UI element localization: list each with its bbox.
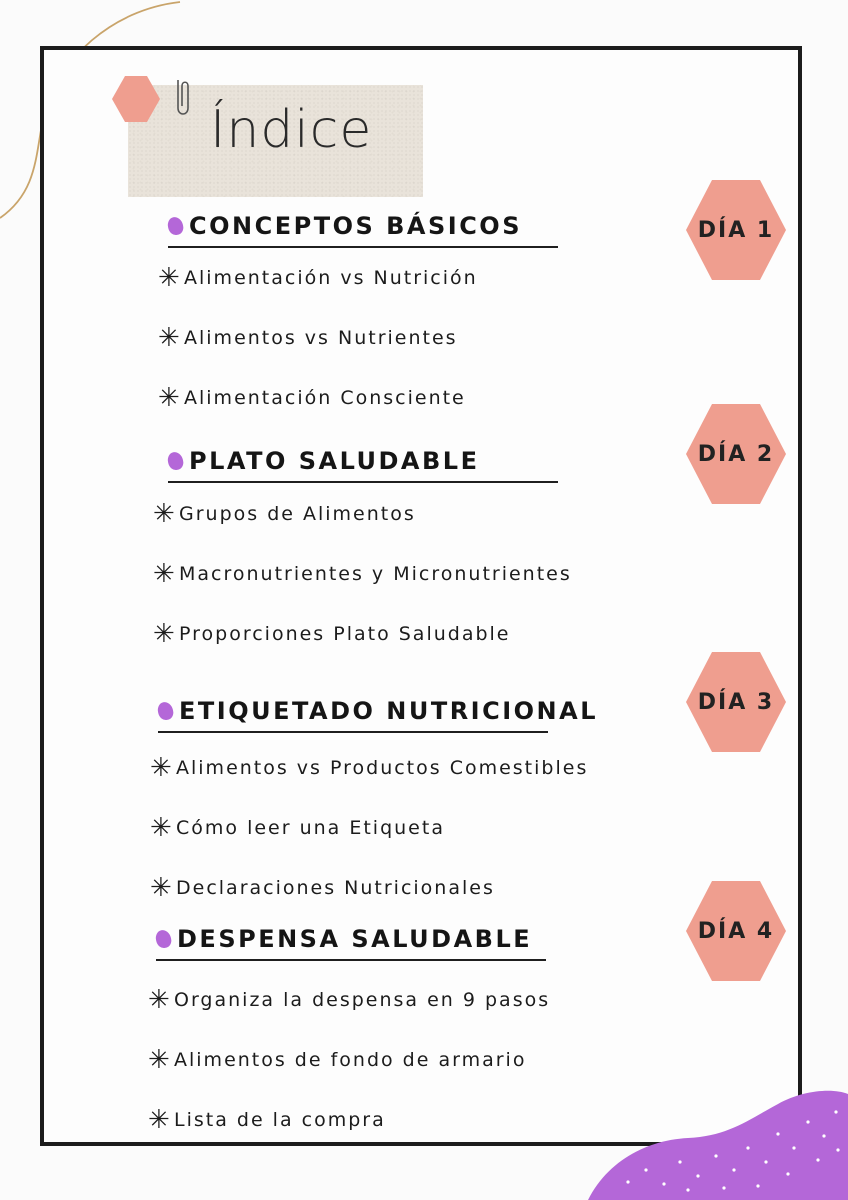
asterisk-icon: ✳ (158, 323, 182, 353)
day-badge-4: DÍA 4 (682, 877, 790, 985)
list-item: ✳ Organiza la despensa en 9 pasos (148, 985, 551, 1015)
page-title: Índice (210, 100, 373, 160)
asterisk-icon: ✳ (148, 985, 172, 1015)
asterisk-icon: ✳ (158, 263, 182, 293)
asterisk-icon: ✳ (150, 753, 174, 783)
asterisk-icon: ✳ (148, 1045, 172, 1075)
list-item: ✳ Alimentación vs Nutrición (158, 263, 478, 293)
title-hexagon-icon (111, 74, 161, 124)
list-item: ✳ Alimentación Consciente (158, 383, 466, 413)
list-item: ✳ Alimentos vs Productos Comestibles (150, 753, 589, 783)
section-heading-etiquetado: ETIQUETADO NUTRICIONAL (158, 697, 548, 733)
purple-dot-icon (166, 216, 184, 237)
list-item: ✳ Macronutrientes y Micronutrientes (153, 559, 572, 589)
list-item: ✳ Proporciones Plato Saludable (153, 619, 511, 649)
purple-dot-icon (154, 929, 172, 950)
day-badge-2: DÍA 2 (682, 400, 790, 508)
asterisk-icon: ✳ (158, 383, 182, 413)
asterisk-icon: ✳ (153, 619, 177, 649)
purple-dot-icon (156, 701, 174, 722)
asterisk-icon: ✳ (150, 873, 174, 903)
purple-dot-icon (166, 451, 184, 472)
list-item: ✳ Grupos de Alimentos (153, 499, 416, 529)
list-item: ✳ Alimentos vs Nutrientes (158, 323, 458, 353)
list-item: ✳ Lista de la compra (148, 1105, 386, 1135)
section-heading-despensa: DESPENSA SALUDABLE (156, 925, 546, 961)
section-heading-plato: PLATO SALUDABLE (168, 447, 558, 483)
list-item: ✳ Cómo leer una Etiqueta (150, 813, 445, 843)
list-item: ✳ Alimentos de fondo de armario (148, 1045, 527, 1075)
decorative-blob (588, 1090, 848, 1200)
day-badge-3: DÍA 3 (682, 648, 790, 756)
day-badge-1: DÍA 1 (682, 176, 790, 284)
list-item: ✳ Declaraciones Nutricionales (150, 873, 495, 903)
paperclip-icon (170, 76, 194, 120)
asterisk-icon: ✳ (150, 813, 174, 843)
asterisk-icon: ✳ (148, 1105, 172, 1135)
asterisk-icon: ✳ (153, 499, 177, 529)
asterisk-icon: ✳ (153, 559, 177, 589)
section-heading-conceptos: CONCEPTOS BÁSICOS (168, 212, 558, 248)
